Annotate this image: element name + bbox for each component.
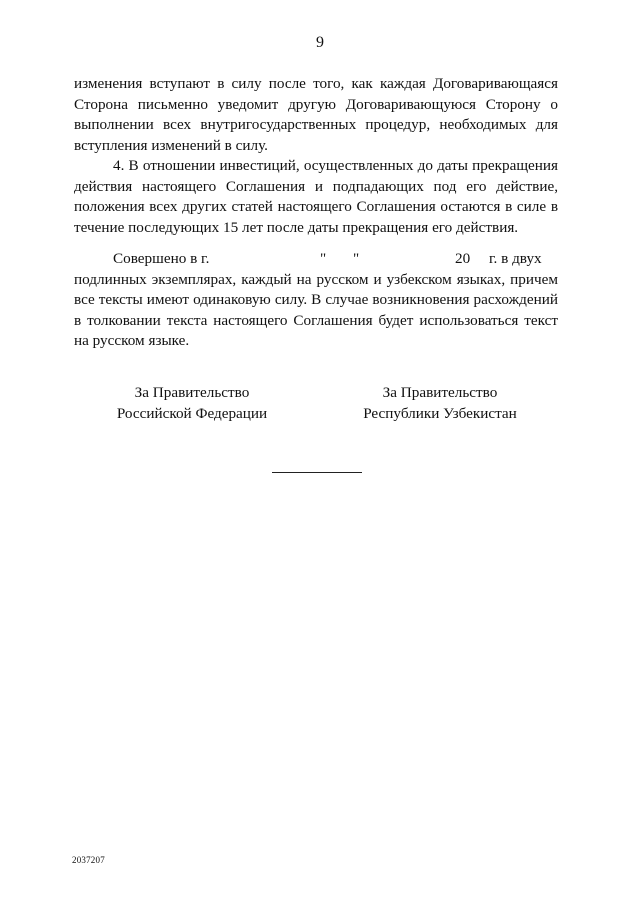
body-text [74, 74, 558, 238]
signature-uzbekistan-line1: За Правительство [382, 384, 498, 401]
year-prefix: 20 [455, 250, 471, 267]
signature-russia-line1: За Правительство [134, 384, 250, 401]
page-number: 9 [316, 34, 324, 51]
signature-block-russia [112, 383, 272, 424]
done-clause-first-line [74, 249, 558, 270]
done-clause [74, 249, 558, 352]
date-quote-close: " [353, 250, 360, 267]
document-code: 2037207 [72, 855, 105, 865]
done-clause-rest: подлинных экземплярах, каждый на русском и узбекском языках, причем все тексты имеют одинаковую силу. В случае возникновения расхождений в толковании текста настоящего Соглашения будет использоваться текст на русском языке. [74, 270, 558, 349]
done-clause-lead: Совершено в г. [113, 250, 210, 267]
done-clause-tail: г. в двух [489, 250, 542, 267]
date-quote-open: " [320, 250, 327, 267]
end-divider-line [272, 472, 362, 473]
paragraph-continuation: изменения вступают в силу после того, как каждая Договаривающаяся Сторона письменно уведомит другую Договаривающуюся Сторону о выполнении всех внутригосударственных процедур, необходимых для вступления изменений в силу. [74, 75, 558, 154]
signature-block-uzbekistan [352, 383, 528, 424]
signature-russia-line2: Российской Федерации [116, 404, 268, 422]
paragraph-article-4: 4. В отношении инвестиций, осуществленных до даты прекращения действия настоящего Соглашения и подпадающих под его действие, положения всех других статей настоящего Соглашения остаются в силе в течение последующих 15 лет после даты прекращения его действия. [74, 157, 558, 236]
signature-uzbekistan-line2: Республики Узбекистан [363, 404, 517, 422]
